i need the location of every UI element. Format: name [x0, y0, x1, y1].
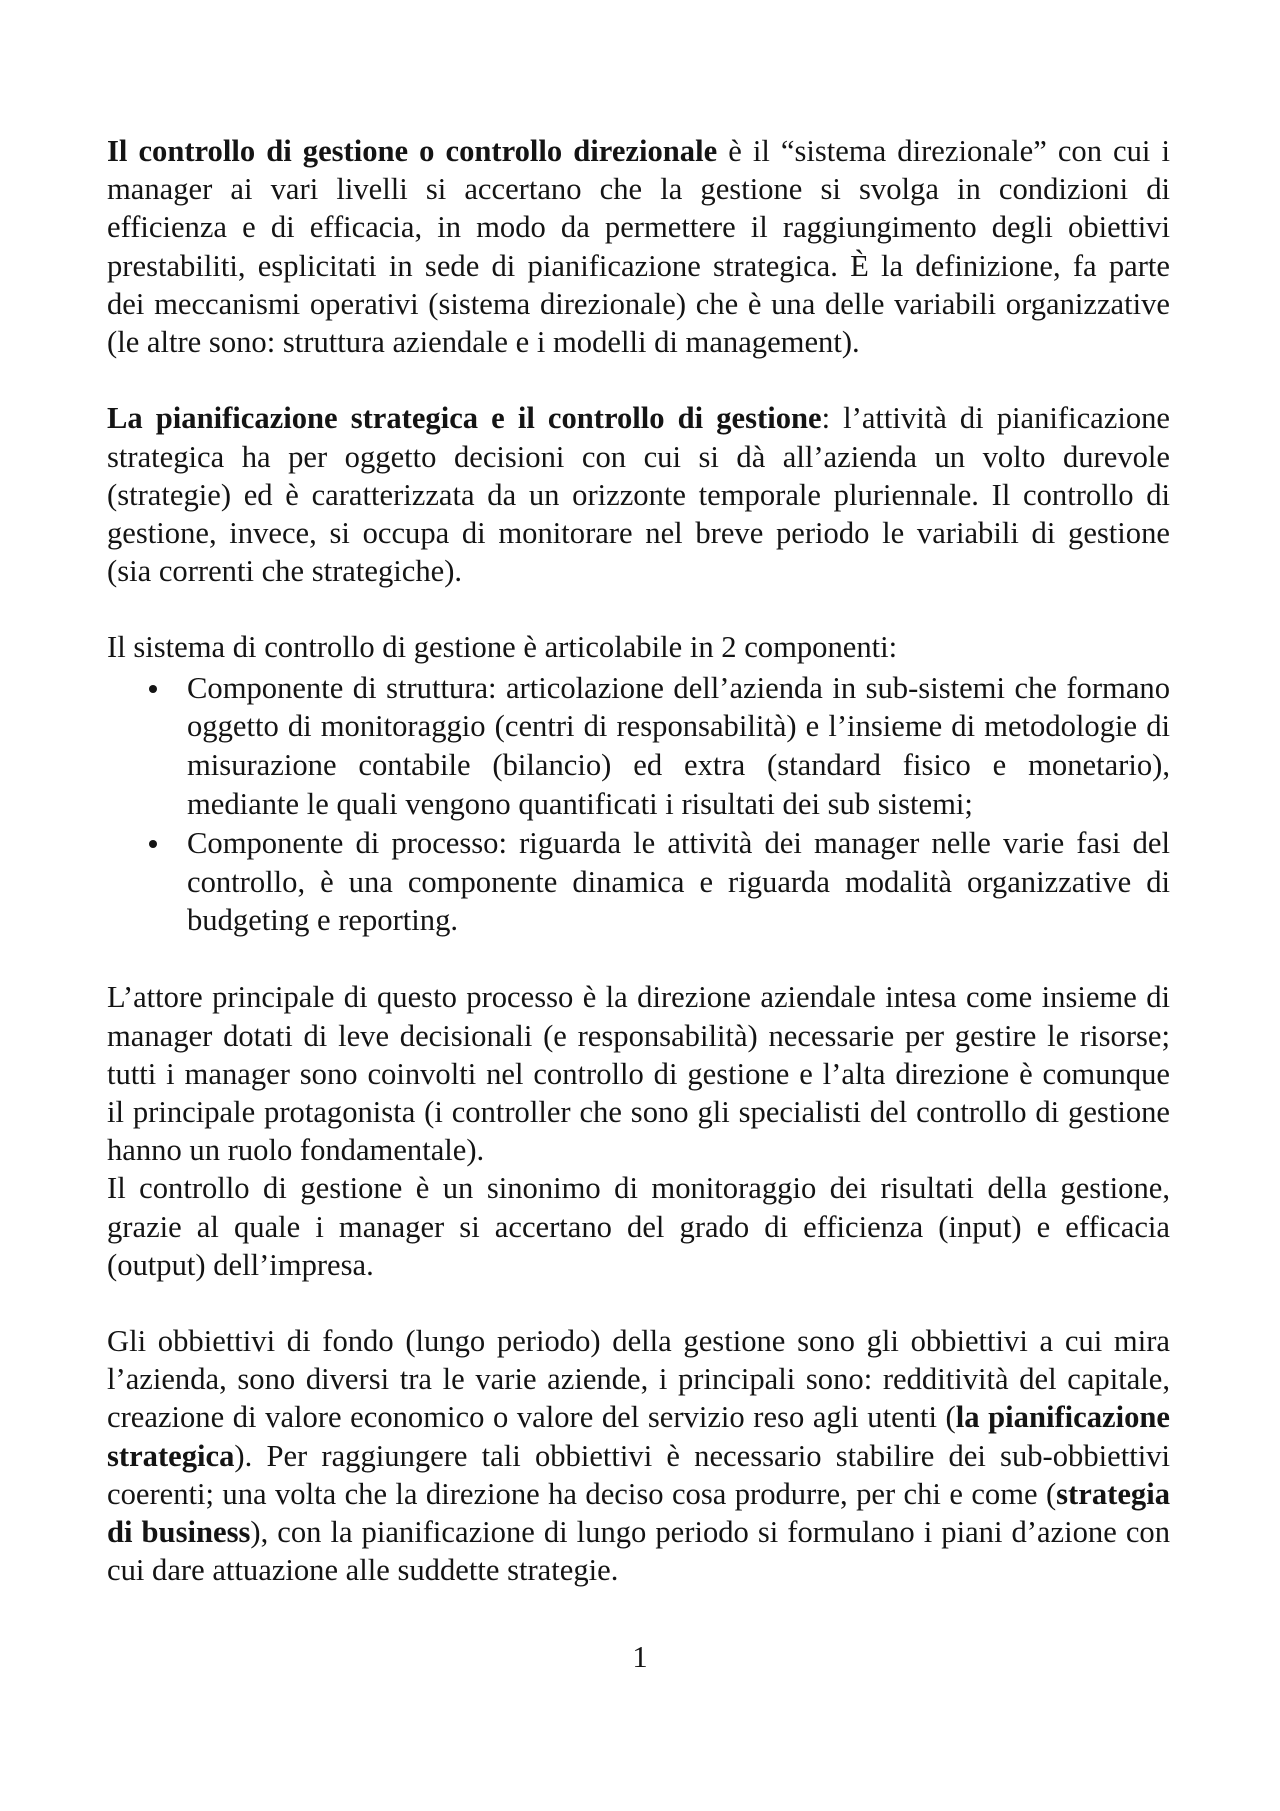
text-line: [107, 1017, 1170, 1055]
text-section: [107, 978, 1170, 1284]
text-run: l’azienda, sono diversi tra le varie aziende, i principali sono: redditività del capitale,: [107, 1362, 1170, 1397]
bullet-item: [187, 824, 1170, 940]
text-line: [107, 1360, 1170, 1398]
text-line: [107, 1398, 1170, 1436]
text-run: (sia correnti che strategiche).: [107, 554, 463, 589]
text-line: [107, 978, 1170, 1016]
text-line: [107, 1093, 1170, 1131]
text-line: [107, 1513, 1170, 1551]
text-run: cui dare attuazione alle suddette strategie.: [107, 1553, 619, 1588]
text-line: [187, 707, 1170, 746]
text-run: Componente di processo: riguarda le attività dei manager nelle varie fasi del: [187, 825, 1170, 860]
text-run: il principale protagonista (i controller che sono gli specialisti del controllo di gestione: [107, 1094, 1170, 1129]
bullet-list: [107, 669, 1170, 941]
text-line: [107, 476, 1170, 514]
text-section: [107, 399, 1170, 590]
text-line: [107, 1246, 1170, 1284]
text-line: [107, 1437, 1170, 1475]
paragraph: [107, 132, 1170, 361]
bullet-item: [187, 669, 1170, 824]
text-run: controllo, è una componente dinamica e riguarda modalità organizzative di: [187, 864, 1170, 899]
text-line: [187, 863, 1170, 902]
text-line: [107, 170, 1170, 208]
bold-text: Il controllo di gestione o controllo direzionale: [107, 134, 718, 168]
text-line: [107, 285, 1170, 323]
text-line: [107, 438, 1170, 476]
text-section: [107, 628, 1170, 940]
text-line: [107, 1322, 1170, 1360]
document-body: [107, 132, 1170, 1589]
bold-text: strategica: [107, 1438, 235, 1473]
text-line: [107, 323, 1170, 361]
paragraph: [107, 978, 1170, 1169]
text-run: manager ai vari livelli si accertano che la gestione si svolga in condizioni di: [107, 172, 1170, 207]
paragraph: [107, 1322, 1170, 1589]
text-run: tutti i manager sono coinvolti nel controllo di gestione e l’alta direzione è comunque: [107, 1056, 1170, 1091]
text-run: Il controllo di gestione è un sinonimo di monitoraggio dei risultati della gestione,: [107, 1171, 1170, 1206]
text-run: L’attore principale di questo processo è la direzione aziendale intesa come insieme di: [107, 980, 1170, 1015]
text-line: [107, 1169, 1170, 1207]
text-line: [107, 1475, 1170, 1513]
text-line: [107, 1208, 1170, 1246]
text-run: strategica ha per oggetto decisioni con cui si dà all’azienda un volto durevole: [107, 439, 1170, 474]
text-run: (output) dell’impresa.: [107, 1247, 374, 1282]
text-line: [107, 208, 1170, 246]
bullet-icon: [149, 840, 157, 848]
text-run: prestabiliti, esplicitati in sede di pianificazione strategica. È la definizione, fa parte: [107, 248, 1170, 283]
text-line: [107, 399, 1170, 437]
text-run: Gli obbiettivi di fondo (lungo periodo) della gestione sono gli obbiettivi a cui mira: [107, 1324, 1170, 1359]
paragraph: [107, 1169, 1170, 1284]
bullet-icon: [149, 685, 157, 693]
text-run: ), con la pianificazione di lungo periodo si formulano i piani d’azione con: [250, 1515, 1170, 1550]
text-run: (le altre sono: struttura aziendale e i modelli di management).: [107, 324, 860, 359]
text-line: [107, 132, 1170, 170]
text-line: [107, 1131, 1170, 1169]
page-number: 1: [632, 1640, 648, 1674]
text-line: [107, 1551, 1170, 1589]
text-run: creazione di valore economico o valore del servizio reso agli utenti (: [107, 1400, 956, 1435]
text-run: coerenti; una volta che la direzione ha deciso cosa produrre, per chi e come (: [107, 1476, 1057, 1511]
text-line: [107, 514, 1170, 552]
text-run: : l’attività di pianificazione: [821, 401, 1170, 436]
bold-text: La pianificazione strategica e il controllo di gestione: [107, 401, 822, 436]
paragraph: [107, 628, 1170, 666]
text-run: dei meccanismi operativi (sistema direzionale) che è una delle variabili organizzative: [107, 286, 1170, 321]
text-run: è il “sistema direzionale” con cui i: [717, 134, 1170, 168]
text-run: grazie al quale i manager si accertano del grado di efficienza (input) e efficacia: [107, 1209, 1170, 1244]
text-run: efficienza e di efficacia, in modo da permettere il raggiungimento degli obiettivi: [107, 210, 1170, 245]
text-line: [187, 746, 1170, 785]
text-line: [187, 785, 1170, 824]
text-run: oggetto di monitoraggio (centri di responsabilità) e l’insieme di metodologie di: [187, 709, 1170, 744]
text-run: (strategie) ed è caratterizzata da un orizzonte temporale pluriennale. Il controllo di: [107, 477, 1170, 512]
text-run: manager dotati di leve decisionali (e responsabilità) necessarie per gestire le risorse;: [107, 1018, 1170, 1053]
paragraph: [107, 399, 1170, 590]
text-line: [187, 669, 1170, 708]
bold-text: la pianificazione: [955, 1400, 1170, 1435]
text-section: [107, 132, 1170, 361]
text-run: Il sistema di controllo di gestione è articolabile in 2 componenti:: [107, 630, 898, 665]
bold-text: strategia: [1056, 1476, 1170, 1511]
text-line: [107, 628, 1170, 666]
bold-text: di business: [107, 1515, 251, 1550]
text-section: [107, 1322, 1170, 1589]
text-run: Componente di struttura: articolazione dell’azienda in sub-sistemi che formano: [187, 670, 1170, 705]
text-run: misurazione contabile (bilancio) ed extra (standard fisico e monetario),: [187, 748, 1170, 783]
text-line: [107, 1055, 1170, 1093]
text-line: [107, 247, 1170, 285]
text-line: [107, 552, 1170, 590]
text-run: budgeting e reporting.: [187, 903, 459, 938]
text-run: gestione, invece, si occupa di monitorare nel breve periodo le variabili di gestione: [107, 515, 1170, 550]
text-run: mediante le quali vengono quantificati i risultati dei sub sistemi;: [187, 787, 973, 822]
text-line: [187, 824, 1170, 863]
text-run: hanno un ruolo fondamentale).: [107, 1133, 485, 1168]
text-line: [187, 901, 1170, 940]
text-run: ). Per raggiungere tali obbiettivi è necessario stabilire dei sub-obbiettivi: [234, 1438, 1170, 1473]
